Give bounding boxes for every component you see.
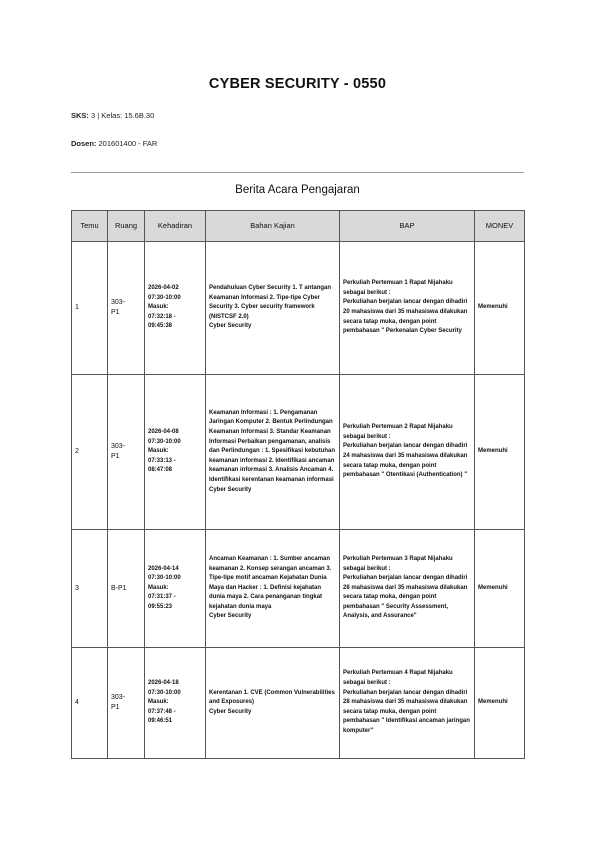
table-row xyxy=(72,530,525,648)
cell-kehadiran xyxy=(145,648,206,759)
bap-text: Perkuliah Pertemuan 2 Rapat Nijahaku sebagai berikut : Perkuliahan berjalan lancar dengan dihadiri 24 mahasiswa dari 35 mahasiswa dilakukan secara tatap muka, dengan point pembahasan " Otentikasi (Authentication) " xyxy=(343,424,468,479)
cell-kehadiran xyxy=(145,242,206,375)
header-bap: BAP xyxy=(340,211,475,242)
cell-bap xyxy=(340,375,475,530)
bahan-text: Pendahuluan Cyber Security 1. T antangan Keamanan Informasi 2. Tipe-tipe Cyber Security 3. Cyber security framework (NISTCSF 2.0) Cyber Security xyxy=(209,285,332,330)
kehadiran-text: 2026-04-14 07:30-10:00 Masuk: 07:31:37 - 09:55:23 xyxy=(148,565,181,610)
ruang-text: B-P1 xyxy=(111,584,127,592)
cell-kehadiran xyxy=(145,375,206,530)
header-monev: MONEV xyxy=(475,211,525,242)
course-meta-sks xyxy=(71,111,154,120)
kehadiran-text: 2026-04-02 07:30-10:00 Masuk: 07:32:18 - 09:45:38 xyxy=(148,285,181,330)
bap-text: Perkuliah Pertemuan 4 Rapat Nijahaku sebagai berikut : Perkuliahan berjalan lancar dengan dihadiri 28 mahasiswa dari 35 mahasiswa dilakukan secara tatap muka, dengan point pembahasan " Identifikasi ancaman jaringan komputer" xyxy=(343,670,470,734)
cell-monev: Memenuhi xyxy=(475,530,525,648)
cell-bap xyxy=(340,530,475,648)
sks-value: 3 | Kelas: 15.6B.30 xyxy=(91,111,155,120)
cell-bahan-kajian xyxy=(206,648,340,759)
cell-kehadiran xyxy=(145,530,206,648)
cell-ruang xyxy=(108,375,145,530)
bap-table xyxy=(71,210,525,759)
bahan-text: Keamanan Informasi : 1. Pengamanan Jaringan Komputer 2. Bentuk Perlindungan Keamanan Informasi 3. Standar Keamanan Informasi Perbaikan pengamanan, analisis dan Perlindungan : 1. Spesifikasi kebutuhan keamanan informasi 2. Identifikasi ancaman keamanan informasi 3. Analisis Ancaman 4. Identifikasi kerentanan keamanan informasi Cyber Security xyxy=(209,409,336,493)
ruang-text: 303- P1 xyxy=(111,299,126,316)
header-bahan-kajian: Bahan Kajian xyxy=(206,211,340,242)
ruang-text: 303- P1 xyxy=(111,694,126,711)
header-temu: Temu xyxy=(72,211,108,242)
bahan-text: Ancaman Keamanan : 1. Sumber ancaman keamanan 2. Konsep serangan ancaman 3. Tipe-tipe motif ancaman Kejahatan Dunia Maya dan Hacker : 1. Definisi kejahatan dunia maya 2. Cara penanganan tingkat kejahatan dunia maya Cyber Security xyxy=(209,555,332,620)
cell-ruang xyxy=(108,648,145,759)
table-row xyxy=(72,648,525,759)
table-header-row xyxy=(72,211,525,242)
cell-temu: 2 xyxy=(72,375,108,530)
header-kehadiran: Kehadiran xyxy=(145,211,206,242)
divider xyxy=(71,172,524,173)
bap-text: Perkuliah Pertemuan 1 Rapat Nijahaku sebagai berikut : Perkuliahan berjalan lancar dengan dihadiri 20 mahasiswa dari 35 mahasiswa dilakukan secara tatap muka, dengan point pembahasan " Perkenalan Cyber Security xyxy=(343,280,468,335)
ruang-text: 303- P1 xyxy=(111,443,126,460)
cell-ruang xyxy=(108,530,145,648)
cell-bap xyxy=(340,648,475,759)
cell-bahan-kajian xyxy=(206,530,340,648)
cell-monev: Memenuhi xyxy=(475,648,525,759)
header-ruang: Ruang xyxy=(108,211,145,242)
bap-text: Perkuliah Pertemuan 3 Rapat Nijahaku sebagai berikut : Perkuliahan berjalan lancar dengan dihadiri 28 mahasiswa dari 35 mahasiswa dilakukan secara tatap muka, dengan point pembahasan " Security Assessment, Analysis, and Assurance" xyxy=(343,555,468,620)
sks-label: SKS: xyxy=(71,111,89,120)
dosen-value: 201601400 - FAR xyxy=(98,139,158,148)
cell-monev: Memenuhi xyxy=(475,242,525,375)
dosen-label: Dosen: xyxy=(71,139,97,148)
course-meta-dosen xyxy=(71,139,157,148)
cell-bahan-kajian xyxy=(206,375,340,530)
kehadiran-text: 2026-04-18 07:30-10:00 Masuk: 07:37:48 - 09:46:51 xyxy=(148,680,181,725)
section-title: Berita Acara Pengajaran xyxy=(235,184,360,196)
cell-monev: Memenuhi xyxy=(475,375,525,530)
cell-bap xyxy=(340,242,475,375)
bahan-text: Kerentanan 1. CVE (Common Vulnerabilities and Exposures) Cyber Security xyxy=(209,689,335,715)
cell-bahan-kajian xyxy=(206,242,340,375)
cell-temu: 1 xyxy=(72,242,108,375)
cell-temu: 3 xyxy=(72,530,108,648)
cell-temu: 4 xyxy=(72,648,108,759)
cell-ruang xyxy=(108,242,145,375)
course-title: CYBER SECURITY - 0550 xyxy=(208,76,387,92)
table-row xyxy=(72,242,525,375)
table-row xyxy=(72,375,525,530)
kehadiran-text: 2026-04-08 07:30-10:00 Masuk: 07:33:13 - 08:47:08 xyxy=(148,429,181,474)
